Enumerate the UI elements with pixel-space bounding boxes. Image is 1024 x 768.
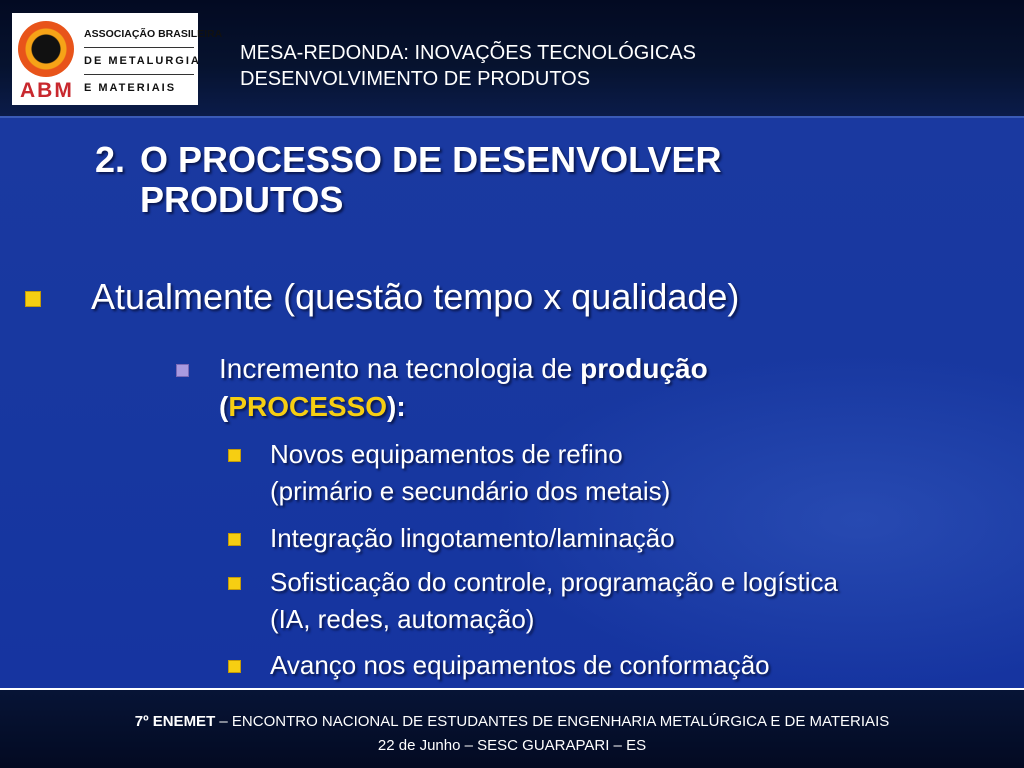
list-item-line: Avanço nos equipamentos de conformação (270, 650, 770, 680)
logo-abbr: ABM (20, 79, 74, 102)
heading-line-2: PRODUTOS (140, 179, 344, 220)
logo-ring-icon (18, 21, 74, 77)
sub-bullet-paren-close: ): (387, 391, 406, 422)
main-bullet-text: Atualmente (questão tempo x qualidade) (91, 276, 740, 317)
footer-date-place: 22 de Junho – SESC GUARAPARI – ES (377, 737, 647, 754)
sub-bullet-highlight: PROCESSO (228, 391, 388, 422)
heading-number: 2. (95, 139, 126, 180)
header-bar (0, 0, 1024, 117)
square-bullet-icon (228, 533, 241, 546)
footer (0, 690, 1024, 768)
sub-bullet-paren-open: ( (219, 391, 229, 422)
square-bullet-icon (228, 660, 241, 673)
header-title-line-1: MESA-REDONDA: INOVAÇÕES TECNOLÓGICAS (240, 42, 697, 64)
heading-line-1: O PROCESSO DE DESENVOLVER (140, 139, 722, 180)
sub-bullet-text: Incremento na tecnologia de (219, 353, 581, 384)
footer-event-name: 7º ENEMET (134, 713, 216, 730)
footer-event (0, 711, 1024, 732)
list-item-line: (IA, redes, automação) (270, 604, 535, 634)
logo-line-1: ASSOCIAÇÃO BRASILEIRA (84, 21, 194, 48)
logo-text (84, 21, 223, 99)
square-bullet-icon (25, 291, 41, 307)
list-item-line: Integração lingotamento/laminação (270, 523, 675, 553)
header-title (240, 40, 696, 92)
list-item-line: (primário e secundário dos metais) (270, 476, 671, 506)
header-divider (0, 116, 1024, 118)
logo-line-2: DE METALURGIA (84, 48, 194, 75)
list-item-line: Sofisticação do controle, programação e logística (270, 567, 838, 597)
square-bullet-icon (176, 364, 189, 377)
logo-line-3: E MATERIAIS (84, 82, 177, 94)
header-title-line-2: DESENVOLVIMENTO DE PRODUTOS (240, 68, 591, 90)
square-bullet-icon (228, 577, 241, 590)
abm-logo (12, 13, 223, 105)
sub-bullet-bold: produção (580, 353, 708, 384)
footer-event-description: – ENCONTRO NACIONAL DE ESTUDANTES DE ENGENHARIA METALÚRGICA E DE MATERIAIS (215, 713, 890, 730)
square-bullet-icon (228, 449, 241, 462)
list-item-line: Novos equipamentos de refino (270, 439, 623, 469)
section-heading (95, 140, 721, 220)
